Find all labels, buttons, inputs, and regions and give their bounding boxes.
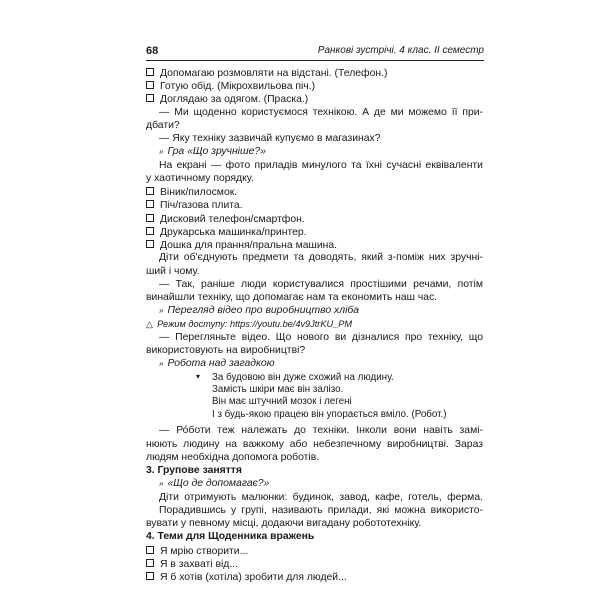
section-title: 4. Теми для Щоденника вражень [146,531,315,543]
list-item: Доглядаю за одягом. (Праска.) [146,94,308,105]
paragraph-line: — Так, раніше люди користувалися простішими речами, потім [159,278,483,290]
checkbox-icon [146,68,154,76]
paragraph-line: Порадившись у групі, називають прилади, які можна використо- [159,504,483,516]
checkbox-icon [146,572,154,580]
list-item: Я б хотів (хотіла) зробити для людей... [146,572,347,583]
paragraph-line: використовують на виробництві? [146,345,306,357]
list-item: Друкарська машинка/принтер. [146,227,307,238]
double-chevron-icon: » [159,479,164,489]
paragraph-line: На екрані — фото приладів минулого та їхні сучасні еквіваленти [159,159,483,171]
list-item: Готую обід. (Мікрохвильова піч.) [146,81,315,92]
checkbox-icon [146,559,154,567]
checkbox-icon [146,200,154,208]
page-number: 68 [146,45,159,57]
checkbox-icon [146,546,154,554]
checkbox-icon [146,94,154,102]
running-title: Ранкові зустрічі. 4 клас. ІІ семестр [317,45,484,56]
list-item: Дисковий телефон/смартфон. [146,214,305,225]
paragraph-line: Діти отримують малюнки: будинок, завод, кафе, готель, ферма. [159,491,483,503]
checkbox-icon [146,240,154,248]
paragraph-line: — Ми щоденно користуємося технікою. А де ми можемо її при- [159,106,483,118]
riddle-line: І з будь-якою працею він упорається вміло. (Робот.) [212,408,447,420]
paragraph-line: нюють людину на важкому або небезпечному виробництві. Зараз [146,438,483,450]
section-heading: » Робота над загадкою [159,358,275,370]
paragraph-line: дбати? [146,119,180,131]
riddle-marker-icon: ▾ [196,371,201,381]
section-heading: » Гра «Що зручніше?» [159,146,266,158]
paragraph-line: людям необхідна допомога роботів. [146,451,320,463]
double-chevron-icon: » [159,147,164,157]
video-link[interactable]: △ Режим доступу: https://youtu.be/4v9JtrKU_PM [146,318,353,329]
list-item: Піч/газова плита. [146,200,243,211]
double-chevron-icon: » [159,306,164,316]
list-item: Я мрію створити... [146,546,248,557]
paragraph-line: — Яку техніку зазвичай купуємо в магазинах? [159,133,381,145]
paragraph-line: — Ро́боти теж належать до техніки. Інколи вони навіть замі- [159,425,483,437]
paragraph-line: вувати у певному місці, додаючи вигадану робототехніку. [146,518,422,530]
list-item: Віник/пилосмок. [146,187,237,198]
riddle-line: За будовою він дуже схожий на людину. [212,371,394,383]
checkbox-icon [146,187,154,195]
paragraph-line: у хаотичному порядку. [146,172,254,184]
riddle-line: Замість шкіри має він залізо. [212,383,344,395]
checkbox-icon [146,81,154,89]
paragraph-line: Діти об'єднують предмети та доводять, який з-поміж них зручні- [159,252,483,264]
list-item: Допомагаю розмовляти на відстані. (Телефон.) [146,68,387,79]
riddle-line: Він має штучний мозок і легені [212,396,352,408]
list-item: Я в захваті від... [146,559,238,570]
triangle-icon: △ [146,318,154,329]
section-title: 3. Групове заняття [146,465,242,477]
checkbox-icon [146,227,154,235]
paragraph-line: винайшли техніку, що допомагає нам та економить наш час. [146,292,438,304]
paragraph-line: ший і чому. [146,265,200,277]
checkbox-icon [146,214,154,222]
paragraph-line: — Перегляньте відео. Що нового ви дізналися про техніку, що [159,331,483,343]
page-header [146,46,484,60]
double-chevron-icon: » [159,359,164,369]
section-heading: » Перегляд відео про виробництво хліба [159,305,359,317]
header-rule [146,60,484,61]
section-heading: » «Що де допомагає?» [159,478,270,490]
list-item: Дошка для прання/пральна машина. [146,240,337,251]
